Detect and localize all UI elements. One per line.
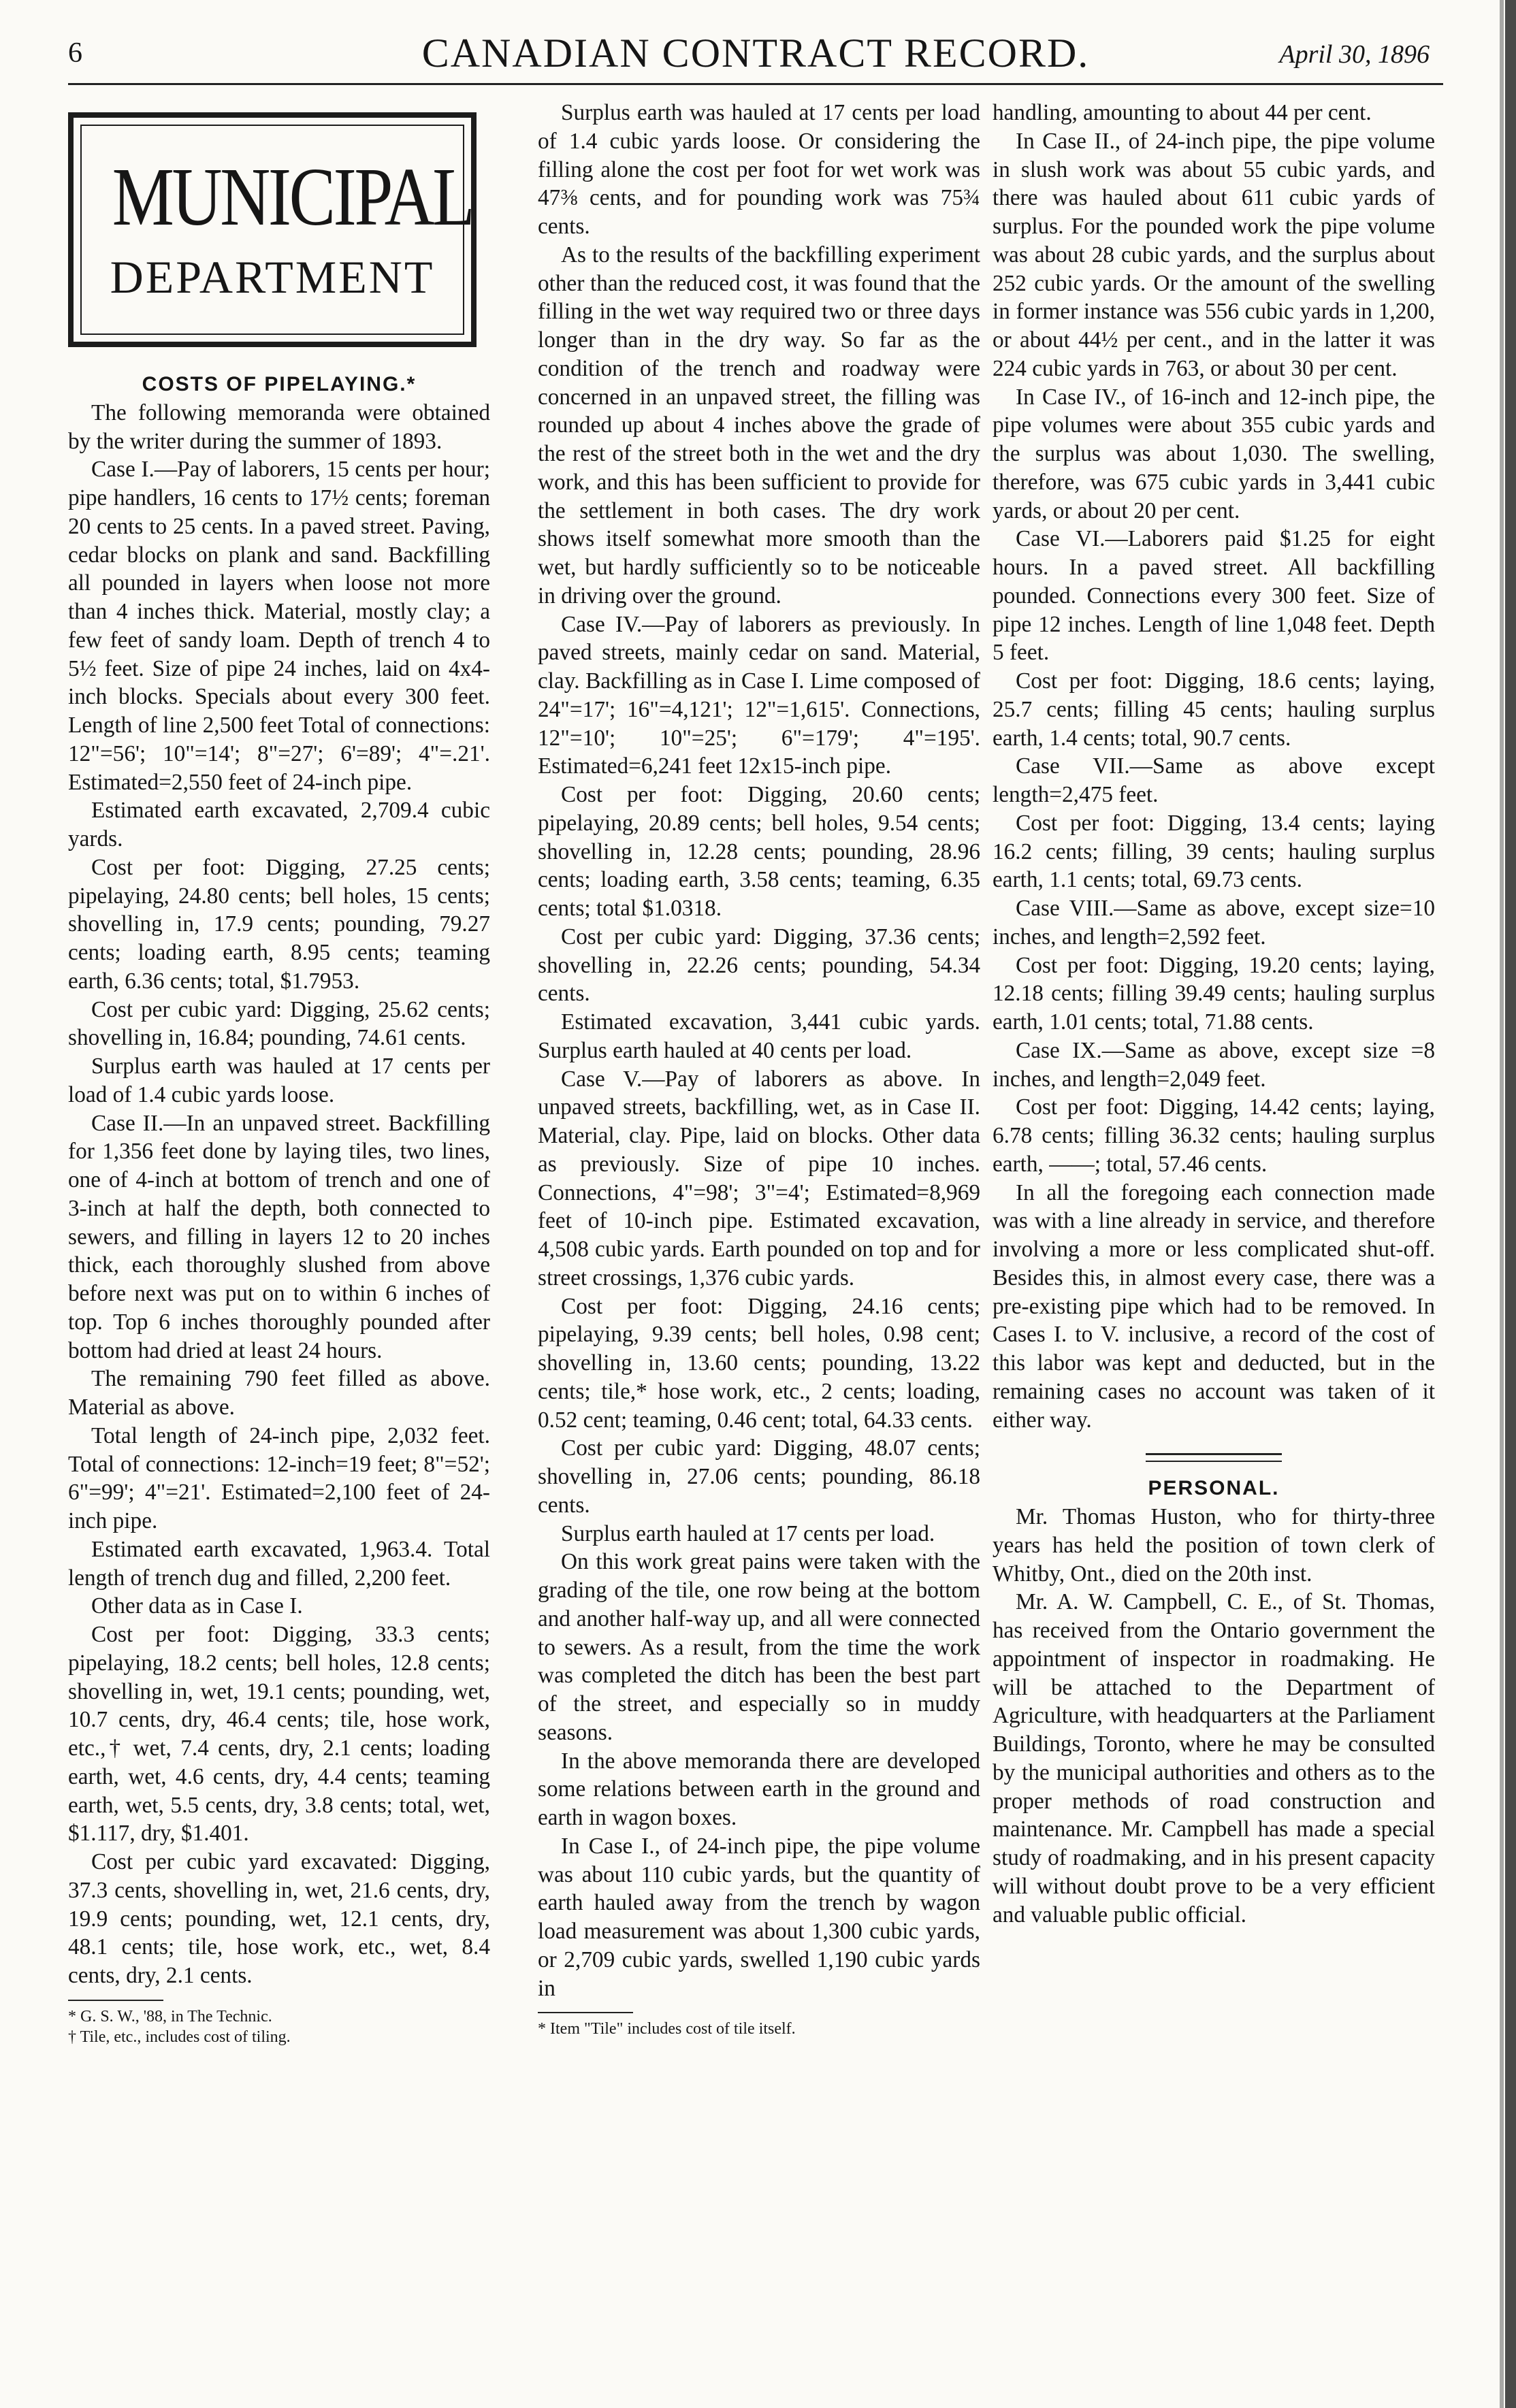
paragraph: Cost per cubic yard: Digging, 25.62 cents; shovelling in, 16.84; pounding, 74.61 cents. — [68, 996, 490, 1051]
paragraph: Surplus earth was hauled at 17 cents per load of 1.4 cubic yards loose. — [68, 1054, 490, 1107]
paragraph: The following memoranda were obtained by the writer during the summer of 1893. — [68, 400, 490, 454]
paragraph: Cost per foot: Digging, 27.25 cents; pipelaying, 24.80 cents; bell holes, 15 cents; shovelling in, 17.9 cents; pounding, 79.27 cents; loading earth, 8.95 cents; teaming earth, 6.36 cents; total, $1.7953. — [68, 854, 490, 994]
paragraph: Case I.—Pay of laborers, 15 cents per hour; pipe handlers, 16 cents to 17½ cents; foreman 20 cents to 25 cents. In a paved street. Paving, cedar blocks on plank and sand. Backfilling all pounded in layers when loose not more than 4 inches thick. Material, mostly clay; a few feet of sandy loam. Depth of trench 4 to 5½ feet. Size of pipe 24 inches, laid on 4x4-inch blocks. Specials about every 300 feet. Length of line 2,500 feet Total of connections: 12"=56'; 10"=14'; 8"=27'; 6'=89'; 4"=.21'. Estimated=2,550 feet of 24-inch pipe. — [68, 457, 490, 795]
column-1 — [68, 99, 490, 2047]
paragraph: Estimated earth excavated, 1,963.4. Total length of trench dug and filled, 2,200 feet. — [68, 1536, 490, 1591]
column-2 — [538, 99, 980, 2039]
footnote-rule — [538, 2012, 633, 2013]
paragraph: In the above memoranda there are developed some relations between earth in the ground and earth in wagon boxes. — [538, 1748, 980, 1830]
paragraph: As to the results of the backfilling experiment other than the reduced cost, it was found that the filling in the wet way required two or three days longer than in the dry way. So far as the condition of the trench and roadway were concerned in an unpaved street, the filling was rounded up about 4 inches above the grade of the rest of the street both in the wet and the dry work, and this has been sufficient to provide for the settlement in both cases. The dry work shows itself somewhat more smooth than the wet, but hardly sufficiently so to be noticeable in driving over the ground. — [538, 242, 980, 608]
paragraph: Cost per foot: Digging, 14.42 cents; laying, 6.78 cents; filling 36.32 cents; hauling surplus earth, ——; total, 57.46 cents. — [993, 1094, 1435, 1177]
paragraph: Case V.—Pay of laborers as above. In unpaved streets, backfilling, wet, as in Case II. Material, clay. Pipe, laid on blocks. Other data as previously. Size of pipe 10 inches. Connections, 4"=98'; 3"=4'; Estimated=8,969 feet of 10-inch pipe. Estimated excavation, 4,508 cubic yards. Earth pounded on top and for street crossings, 1,376 cubic yards. — [538, 1066, 980, 1290]
paragraph: Mr. A. W. Campbell, C. E., of St. Thomas, has received from the Ontario government the appointment of inspector in roadmaking. He will be attached to the Department of Agriculture, with headquarters at the Parliament Buildings, Toronto, where he may be consulted by the municipal authorities and others as to the proper methods of road construction and maintenance. Mr. Campbell has made a special study of roadmaking, and in his present capacity will without doubt prove to be a very efficient and valuable public official. — [993, 1589, 1435, 1927]
paragraph: Case IX.—Same as above, except size =8 inches, and length=2,049 feet. — [993, 1037, 1435, 1092]
paragraph: Case VII.—Same as above except length=2,475 feet. — [993, 753, 1435, 807]
paragraph: Surplus earth hauled at 17 cents per load. — [561, 1520, 935, 1546]
paragraph: In all the foregoing each connection made was with a line already in service, and therefore involving a more or less complicated shut-off. Besides this, in almost every case, there was a pre-existing pipe which had to be removed. In Cases I. to V. inclusive, a record of the cost of this labor was kept and deducted, but in the remaining cases no account was taken of it either way. — [993, 1179, 1435, 1433]
paragraph: The remaining 790 feet filled as above. Material as above. — [68, 1366, 490, 1420]
department-title-line1: MUNICIPAL — [112, 151, 473, 243]
issue-date: April 30, 1896 — [1279, 40, 1430, 69]
paragraph: handling, amounting to about 44 per cent. — [993, 100, 1372, 125]
paragraph: Cost per foot: Digging, 33.3 cents; pipelaying, 18.2 cents; bell holes, 12.8 cents; shovelling in, wet, 19.1 cents; pounding, wet, 10.7 cents, dry, 46.4 cents; tile, hose work, etc.,† wet, 7.4 cents, dry, 2.1 cents; loading earth, wet, 4.6 cents, dry, 4.4 cents; teaming earth, wet, 5.5 cents, dry, 3.8 cents; total, wet, $1.117, dry, $1.401. — [68, 1622, 490, 1846]
paragraph: Estimated excavation, 3,441 cubic yards. Surplus earth hauled at 40 cents per load. — [538, 1009, 980, 1063]
paragraph: Cost per cubic yard: Digging, 48.07 cents; shovelling in, 27.06 cents; pounding, 86.18 cents. — [538, 1435, 980, 1518]
paragraph: Case VIII.—Same as above, except size=10 inches, and length=2,592 feet. — [993, 896, 1435, 949]
paragraph: Mr. Thomas Huston, who for thirty-three years has held the position of town clerk of Whitby, Ont., died on the 20th inst. — [993, 1504, 1435, 1587]
scan-edge-artifact — [1475, 0, 1516, 2408]
publication-title: CANADIAN CONTRACT RECORD. — [421, 31, 1090, 76]
article-heading: COSTS OF PIPELAYING.* — [142, 373, 417, 395]
department-title-line2: DEPARTMENT — [110, 251, 435, 303]
paragraph: Other data as in Case I. — [91, 1593, 303, 1619]
footnote: † Tile, etc., includes cost of tiling. — [68, 2028, 291, 2046]
paragraph: Estimated earth excavated, 2,709.4 cubic yards. — [68, 798, 490, 851]
paragraph: Cost per cubic yard: Digging, 37.36 cents; shovelling in, 22.26 cents; pounding, 54.34 cents. — [538, 924, 980, 1007]
department-masthead — [68, 112, 477, 347]
paragraph: In Case II., of 24-inch pipe, the pipe volume in slush work was about 55 cubic yards, and there was hauled about 611 cubic yards of surplus. For the pounded work the pipe volume was about 28 cubic yards, and the surplus about 252 cubic yards. Or the amount of the swelling in former instance was 556 cubic yards in 1,200, or about 44½ per cent., and in the latter it was 224 cubic yards in 763, or about 30 per cent. — [993, 128, 1435, 381]
paragraph: Cost per foot: Digging, 19.20 cents; laying, 12.18 cents; filling 39.49 cents; hauling surplus earth, 1.01 cents; total, 71.88 cents. — [993, 952, 1435, 1035]
section-rule — [1146, 1453, 1282, 1462]
personal-heading: PERSONAL. — [1148, 1477, 1280, 1500]
head-rule — [68, 83, 1443, 85]
paragraph: Cost per cubic yard excavated: Digging, 37.3 cents, shovelling in, wet, 21.6 cents, dry, 19.9 cents; pounding, wet, 12.1 cents, dry, 48.1 cents; tile, hose work, etc., wet, 8.4 cents, dry, 2.1 cents. — [68, 1849, 490, 1988]
footnote: * G. S. W., '88, in The Technic. — [68, 2007, 272, 2025]
paragraph: Case II.—In an unpaved street. Backfilling for 1,356 feet done by laying tiles, two lines, one of 4-inch at bottom of trench and one of 3-inch at half the depth, both connected to sewers, and filling in layers 12 to 20 inches thick, each thoroughly slushed from above before next was put on to within 6 inches of top. Top 6 inches thoroughly pounded after bottom had dried at least 24 hours. — [68, 1110, 490, 1363]
paragraph: Total length of 24-inch pipe, 2,032 feet. Total of connections: 12-inch=19 feet; 8"=52'; 6"=99'; 4"=21'. Estimated=2,100 feet of 24-inch pipe. — [68, 1422, 490, 1533]
column-3 — [993, 99, 1435, 1929]
footnote: * Item "Tile" includes cost of tile itself. — [538, 2020, 796, 2038]
paragraph: Case IV.—Pay of laborers as previously. In paved streets, mainly cedar on sand. Material, clay. Backfilling as in Case I. Lime composed of 24"=17'; 16"=4,121'; 12"=1,615'. Connections, 12"=10'; 10"=25'; 6"=179'; 4"=195'. Estimated=6,241 feet 12x15-inch pipe. — [538, 611, 980, 779]
paragraph: Surplus earth was hauled at 17 cents per load of 1.4 cubic yards loose. Or considering the filling alone the cost per foot for wet work was 47⅜ cents, and for pounding work was 75¾ cents. — [538, 100, 980, 239]
paragraph: Cost per foot: Digging, 18.6 cents; laying, 25.7 cents; filling 45 cents; hauling surplus earth, 1.4 cents; total, 90.7 cents. — [993, 668, 1435, 751]
running-head — [68, 30, 1443, 91]
paragraph: In Case I., of 24-inch pipe, the pipe volume was about 110 cubic yards, but the quantity of earth hauled away from the trench by wagon load measurement was about 1,300 cubic yards, or 2,709 cubic yards, swelled 1,190 cubic yards in — [538, 1833, 980, 2001]
footnote-rule — [68, 2000, 163, 2001]
paragraph: Cost per foot: Digging, 13.4 cents; laying 16.2 cents; filling, 39 cents; hauling surplus earth, 1.1 cents; total, 69.73 cents. — [993, 810, 1435, 893]
paragraph: Cost per foot: Digging, 24.16 cents; pipelaying, 9.39 cents; bell holes, 0.98 cent; shovelling in, 13.60 cents; pounding, 13.22 cents; tile,* hose work, etc., 2 cents; loading, 0.52 cent; teaming, 0.46 cent; total, 64.33 cents. — [538, 1293, 980, 1433]
paragraph: Case VI.—Laborers paid $1.25 for eight hours. In a paved street. All backfilling pounded. Connections every 300 feet. Size of pipe 12 inches. Length of line 1,048 feet. Depth 5 feet. — [993, 526, 1435, 666]
paragraph: Cost per foot: Digging, 20.60 cents; pipelaying, 20.89 cents; bell holes, 9.54 cents; shovelling in, 12.28 cents; pounding, 28.96 cents; loading earth, 3.58 cents; teaming, 6.35 cents; total $1.0318. — [538, 782, 980, 921]
paragraph: In Case IV., of 16-inch and 12-inch pipe, the pipe volumes were about 355 cubic yards and the surplus was about 1,030. The swelling, therefore, was 675 cubic yards in 3,441 cubic yards, or about 20 per cent. — [993, 384, 1435, 523]
paragraph: On this work great pains were taken with the grading of the tile, one row being at the bottom and another half-way up, and all were connected to sewers. As a result, from the time the work was completed the ditch has been the best part of the street, and especially so in muddy seasons. — [538, 1549, 980, 1745]
article-body-col1 — [68, 399, 490, 1990]
page-number: 6 — [68, 37, 82, 69]
